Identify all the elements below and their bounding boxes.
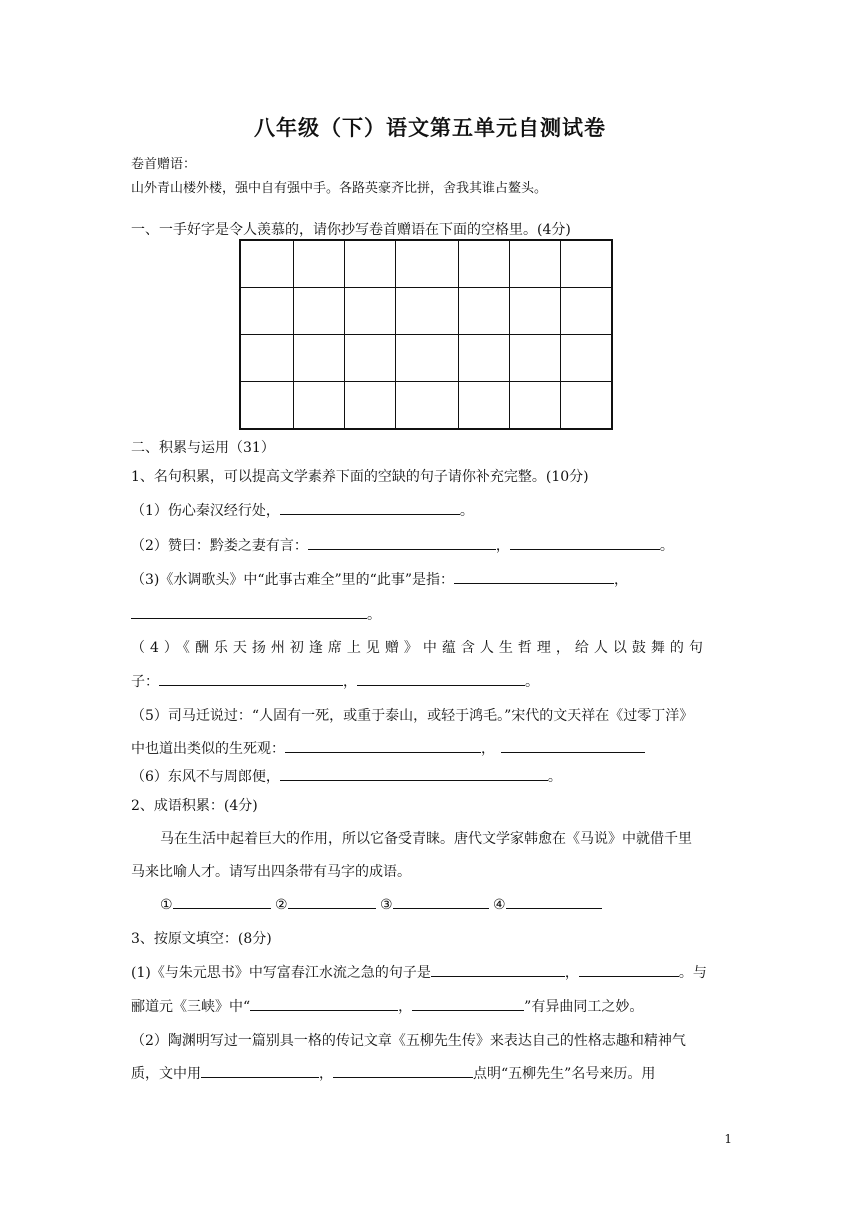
answer-blank[interactable]: [579, 962, 679, 977]
grid-cell[interactable]: [396, 382, 459, 430]
grid-cell[interactable]: [345, 382, 396, 430]
answer-blank[interactable]: [288, 894, 376, 909]
answer-blank[interactable]: [506, 894, 602, 909]
grid-cell[interactable]: [294, 382, 345, 430]
grid-cell[interactable]: [510, 335, 561, 382]
q1-item4-cont: [131, 671, 539, 691]
grid-cell[interactable]: [396, 240, 459, 288]
grid-cell[interactable]: [561, 240, 613, 288]
q1-item2-text: （2）赞曰：黔娄之妻有言：: [131, 538, 308, 554]
q3-line1: [131, 962, 707, 982]
q2-heading: 2、成语积累：(4分): [131, 798, 258, 814]
q1-item1-text: （1）伤心秦汉经行处，: [131, 503, 280, 519]
answer-blank[interactable]: [201, 1063, 319, 1078]
answer-blank[interactable]: [412, 996, 524, 1011]
grid-cell[interactable]: [240, 240, 294, 288]
q3-line4-end: 点明“五柳先生”名号来历。用: [473, 1066, 656, 1082]
answer-blank[interactable]: [131, 604, 367, 619]
epigraph-text: 山外青山楼外楼，强中自有强中手。各路英豪齐比拼，舍我其谁占鳌头。: [131, 181, 548, 196]
q1-item5-text: 中也道出类似的生死观：: [131, 741, 285, 757]
grid-cell[interactable]: [396, 288, 459, 335]
q1-item6-text: （6）东风不与周郎便，: [131, 769, 280, 785]
grid-cell[interactable]: [345, 335, 396, 382]
grid-cell[interactable]: [459, 240, 510, 288]
q3-heading: 3、按原文填空：(8分): [131, 931, 272, 947]
punct: 。: [459, 503, 474, 519]
punct: ，: [614, 572, 628, 588]
grid-cell[interactable]: [294, 335, 345, 382]
grid-cell[interactable]: [345, 288, 396, 335]
section2-heading: 二、积累与运用（31）: [131, 440, 275, 456]
answer-blank[interactable]: [357, 671, 525, 686]
q1-heading: 1、名句积累，可以提高文学素养下面的空缺的句子请你补充完整。(10分): [131, 469, 589, 485]
q2-text1: 马在生活中起着巨大的作用，所以它备受青睐。唐代文学家韩愈在《马说》中就借千里: [160, 831, 692, 847]
idiom-number: ②: [275, 897, 288, 913]
punct: ，: [398, 999, 413, 1015]
grid-cell[interactable]: [294, 240, 345, 288]
grid-cell[interactable]: [240, 288, 294, 335]
page-title: 八年级（下）语文第五单元自测试卷: [254, 115, 606, 140]
q1-item4-text: 子：: [131, 674, 159, 690]
q1-item1: [131, 500, 474, 520]
q1-item3-text: （3)《水调歌头》中“此事古难全”里的“此事”是指：: [131, 572, 454, 588]
answer-blank[interactable]: [159, 671, 343, 686]
grid-cell[interactable]: [510, 382, 561, 430]
grid-cell[interactable]: [459, 335, 510, 382]
punct: 。: [367, 607, 381, 623]
punct: ，: [564, 965, 579, 981]
punct: 。: [525, 674, 539, 690]
grid-cell[interactable]: [345, 240, 396, 288]
answer-blank[interactable]: [510, 535, 660, 550]
q3-line2-end: ”有异曲同工之妙。: [524, 999, 644, 1015]
q1-item5: （5）司马迁说过：“人固有一死，或重于泰山，或轻于鸿毛。”宋代的文天祥在《过零丁洋》: [131, 708, 694, 724]
q3-line2: [131, 996, 643, 1016]
grid-cell[interactable]: [561, 288, 613, 335]
q1-item3: [131, 569, 628, 589]
punct: 。: [547, 769, 562, 785]
grid-row: [240, 288, 612, 335]
q3-line2-text: 郦道元《三峡》中“: [131, 999, 251, 1015]
grid-cell[interactable]: [561, 335, 613, 382]
q1-item6: [131, 766, 562, 786]
punct: ，: [481, 741, 495, 757]
punct: ，: [343, 674, 357, 690]
q2-answer-row: [160, 894, 602, 913]
grid-row: [240, 335, 612, 382]
grid-row: [240, 240, 612, 288]
q3-line1-end: 。与: [678, 965, 707, 981]
idiom-number: ④: [493, 897, 506, 913]
grid-cell[interactable]: [561, 382, 613, 430]
q1-item2: [131, 535, 674, 555]
idiom-number: ①: [160, 897, 173, 913]
grid-cell[interactable]: [459, 382, 510, 430]
answer-blank[interactable]: [431, 962, 565, 977]
idiom-number: ③: [380, 897, 393, 913]
q2-text2: 马来比喻人才。请写出四条带有马字的成语。: [131, 864, 411, 880]
punct: 。: [659, 538, 674, 554]
punct: ，: [495, 538, 510, 554]
grid-cell[interactable]: [510, 240, 561, 288]
epigraph-label: 卷首赠语：: [131, 157, 197, 172]
q1-item4: （4）《酬乐天扬州初逢席上见赠》中蕴含人生哲理，给人以鼓舞的句: [131, 640, 708, 656]
grid-cell[interactable]: [510, 288, 561, 335]
answer-blank[interactable]: [308, 535, 496, 550]
grid-row: [240, 382, 612, 430]
answer-blank[interactable]: [250, 996, 398, 1011]
grid-cell[interactable]: [396, 335, 459, 382]
answer-blank[interactable]: [393, 894, 489, 909]
section1-heading: 一、一手好字是令人羡慕的，请你抄写卷首赠语在下面的空格里。(4分): [131, 222, 571, 238]
grid-cell[interactable]: [240, 335, 294, 382]
copy-grid[interactable]: [239, 239, 613, 430]
q3-line1-text: (1)《与朱元思书》中写富春江水流之急的句子是: [131, 965, 431, 981]
q1-item3-cont: [131, 604, 381, 624]
answer-blank[interactable]: [454, 569, 614, 584]
q3-line3: （2）陶渊明写过一篇别具一格的传记文章《五柳先生传》来表达自己的性格志趣和精神气: [131, 1033, 686, 1049]
q3-line4-text: 质，文中用: [131, 1066, 201, 1082]
answer-blank[interactable]: [501, 738, 645, 753]
q3-line4: [131, 1063, 655, 1083]
answer-blank[interactable]: [285, 738, 481, 753]
grid-cell[interactable]: [294, 288, 345, 335]
answer-blank[interactable]: [173, 894, 271, 909]
page-number: 1: [724, 1132, 732, 1146]
answer-blank[interactable]: [280, 766, 548, 781]
punct: ，: [319, 1066, 333, 1082]
answer-blank[interactable]: [280, 500, 460, 515]
q1-item5-cont: [131, 738, 645, 758]
answer-blank[interactable]: [333, 1063, 473, 1078]
grid-cell[interactable]: [240, 382, 294, 430]
grid-cell[interactable]: [459, 288, 510, 335]
